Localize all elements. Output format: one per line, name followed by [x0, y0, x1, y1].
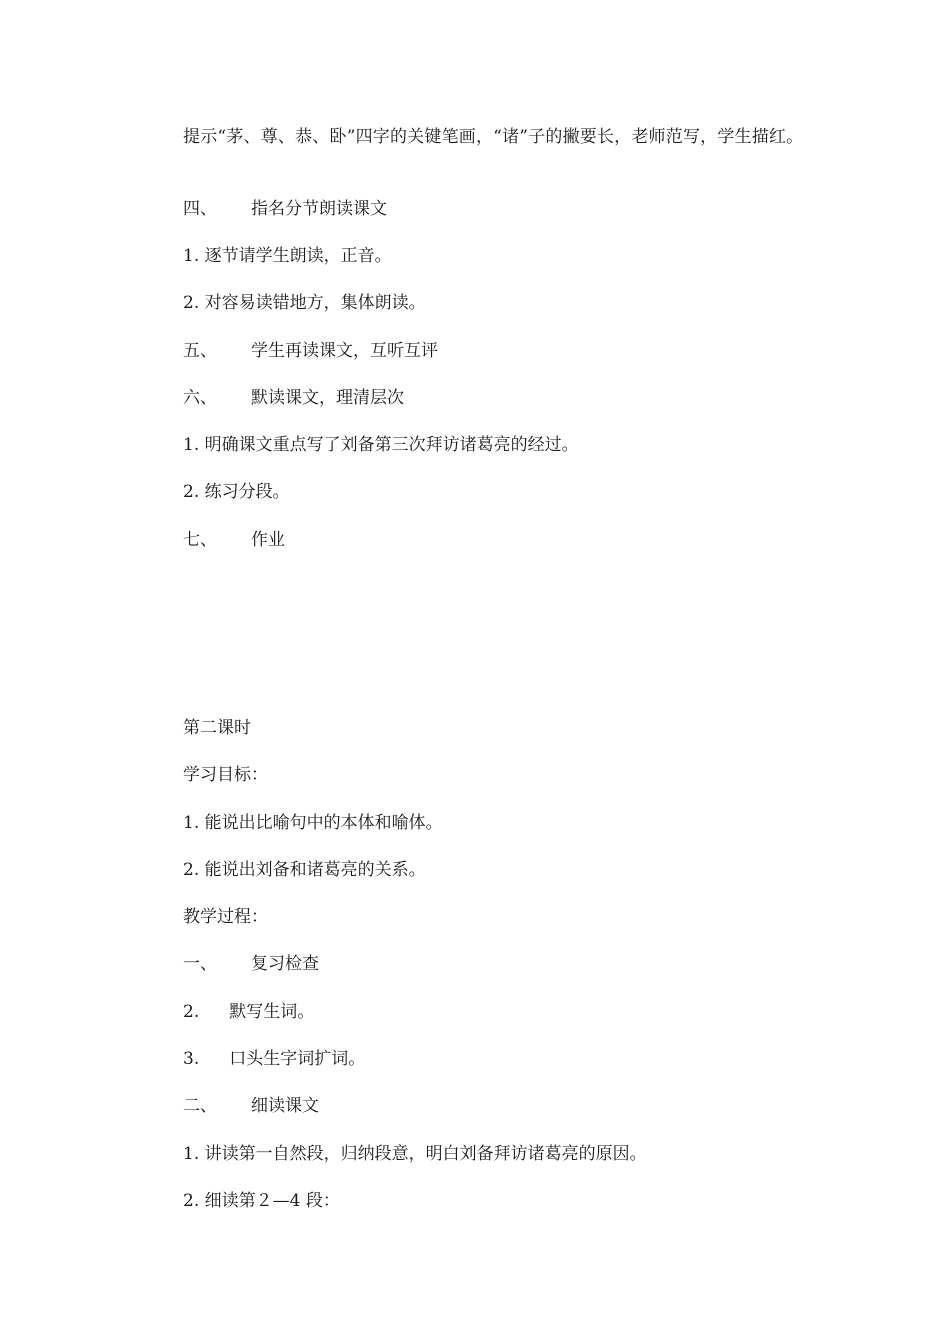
list-item: 1. 逐节请学生朗读，正音。: [183, 246, 392, 266]
list-item: 2. 练习分段。: [183, 482, 290, 502]
section-5-title: 学生再读课文，互听互评: [251, 341, 438, 361]
list-item: 2. 对容易读错地方，集体朗读。: [183, 293, 426, 313]
list-item: 2. 能说出刘备和诸葛亮的关系。: [183, 860, 426, 880]
section-6-heading: [183, 386, 404, 410]
list-item: 2. 细读第２—4 段：: [183, 1191, 340, 1211]
step-2-heading: [183, 1094, 319, 1118]
list-item: 1. 讲读第一自然段，归纳段意，明白刘备拜访诸葛亮的原因。: [183, 1144, 647, 1164]
section-4-number: 四、: [183, 199, 217, 219]
section-6-title: 默读课文，理清层次: [251, 388, 404, 408]
step-2-number: 二、: [183, 1096, 217, 1116]
step-1-heading: [183, 952, 319, 976]
lesson-2-title: 第二课时: [183, 718, 251, 738]
list-item: [183, 1047, 365, 1071]
learning-goals-title: 学习目标：: [183, 765, 268, 785]
list-item: 1. 明确课文重点写了刘备第三次拜访诸葛亮的经过。: [183, 435, 579, 455]
list-item: [183, 1000, 314, 1024]
list-item: 1. 能说出比喻句中的本体和喻体。: [183, 813, 443, 833]
step-1-title: 复习检查: [251, 954, 319, 974]
paragraph-stroke-tips: 提示“茅、尊、恭、卧”四字的关键笔画，“诸”子的撇要长，老师范写，学生描红。: [183, 127, 804, 147]
item-text: 默写生词。: [229, 1002, 315, 1022]
section-7-heading: [183, 528, 285, 552]
item-number: 2.: [183, 1002, 200, 1022]
section-6-number: 六、: [183, 388, 217, 408]
section-7-title: 作业: [251, 530, 285, 550]
teaching-process-title: 教学过程：: [183, 907, 268, 927]
step-1-number: 一、: [183, 954, 217, 974]
section-4-heading: [183, 197, 387, 221]
step-2-title: 细读课文: [251, 1096, 319, 1116]
section-5-number: 五、: [183, 341, 217, 361]
section-4-title: 指名分节朗读课文: [251, 199, 387, 219]
section-7-number: 七、: [183, 530, 217, 550]
item-text: 口头生字词扩词。: [229, 1049, 366, 1069]
section-5-heading: [183, 339, 438, 363]
item-number: 3.: [183, 1049, 200, 1069]
